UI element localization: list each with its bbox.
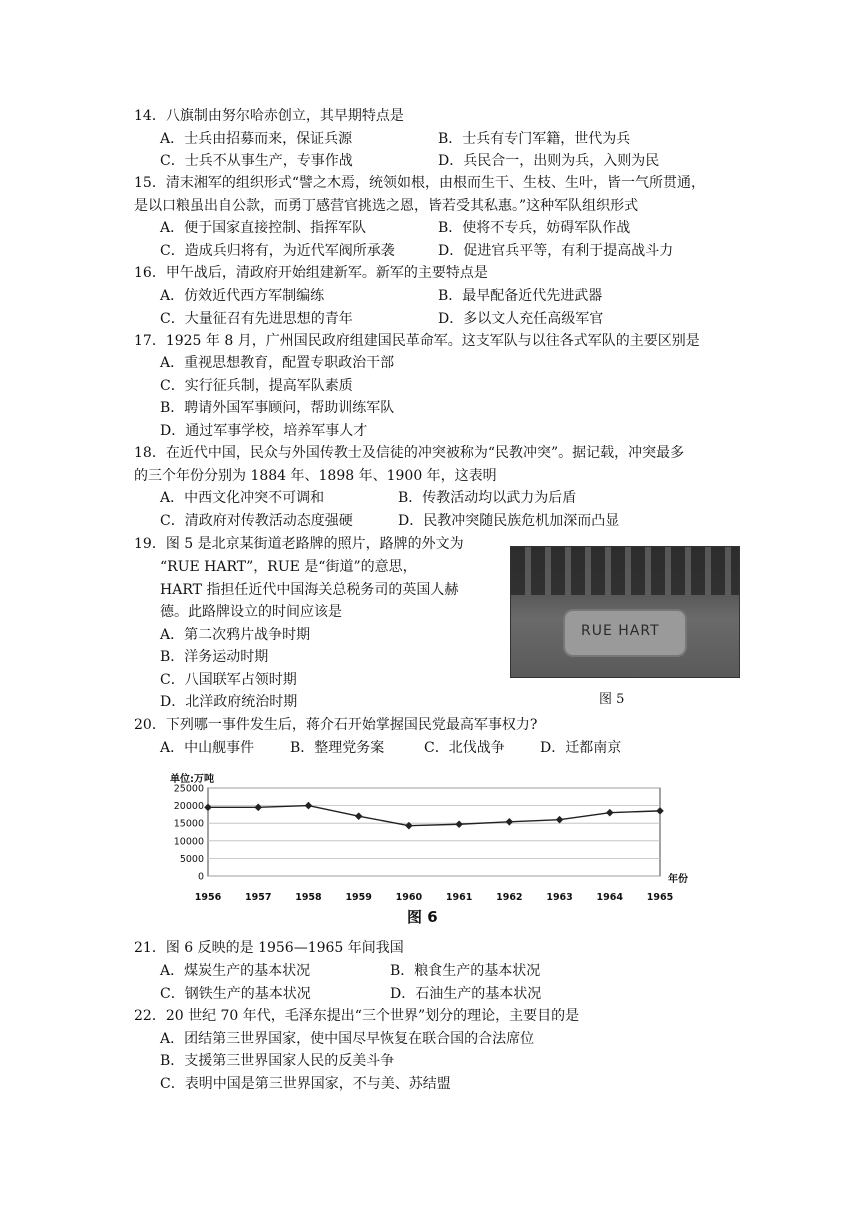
y-tick-label: 25000: [173, 783, 204, 795]
question-14-stem: 14．八旗制由努尔哈赤创立，其早期特点是: [134, 108, 404, 124]
y-tick-label: 15000: [173, 818, 204, 830]
data-point-marker: [656, 807, 664, 815]
q17-option-b: B．聘请外国军事顾问，帮助训练军队: [160, 400, 395, 416]
figure-6-line-chart: [150, 768, 690, 918]
q20-option-b: B．整理党务案: [290, 740, 385, 756]
y-tick-label: 5000: [179, 853, 204, 865]
q18-option-a: A．中西文化冲突不可调和: [160, 490, 325, 506]
x-tick-label: 1956: [194, 892, 222, 903]
question-18-stem-line1: 18．在近代中国，民众与外国传教士及信徒的冲突被称为“民教冲突”。据记载，冲突最多: [134, 445, 685, 461]
figure-5-caption: 图 5: [599, 692, 625, 707]
q21-option-d: D．石油生产的基本状况: [390, 986, 542, 1002]
q20-option-c: C．北伐战争: [424, 740, 505, 756]
street-sign-plate: [563, 609, 687, 657]
q16-option-b: B．最早配备近代先进武器: [438, 288, 603, 304]
data-point-marker: [254, 804, 262, 812]
x-tick-label: 1961: [445, 892, 473, 903]
y-tick-label: 20000: [173, 801, 204, 813]
data-point-marker: [606, 809, 614, 817]
y-tick-label: 10000: [173, 836, 204, 848]
roof-tiles: [511, 547, 739, 595]
q18-option-c: C．清政府对传教活动态度强硬: [160, 513, 353, 529]
question-22-stem: 22．20 世纪 70 年代，毛泽东提出“三个世界”划分的理论，主要目的是: [134, 1008, 580, 1024]
q19-option-c: C．八国联军占领时期: [160, 672, 297, 688]
q14-option-b: B．士兵有专门军籍，世代为兵: [438, 131, 631, 147]
q19-option-b: B．洋务运动时期: [160, 649, 269, 665]
q17-option-a: A．重视思想教育，配置专职政治干部: [160, 355, 395, 371]
question-18-stem-line2: 的三个年份分别为 1884 年、1898 年、1900 年，这表明: [134, 468, 497, 484]
q18-option-d: D．民教冲突随民族危机加深而凸显: [398, 513, 620, 529]
question-19-stem-line2: “RUE HART”，RUE 是“街道”的意思，: [160, 559, 417, 575]
q14-option-c: C．士兵不从事生产，专事作战: [160, 153, 353, 169]
series-line: [208, 806, 660, 826]
question-19-stem-line1: 19．图 5 是北京某街道老路牌的照片，路牌的外文为: [134, 536, 464, 552]
x-tick-label: 1959: [345, 892, 372, 903]
data-point-marker: [204, 804, 212, 812]
data-point-marker: [355, 812, 363, 820]
q16-option-d: D．多以文人充任高级军官: [438, 311, 604, 327]
y-axis-unit-label: 单位:万吨: [170, 774, 214, 785]
q14-option-d: D．兵民合一，出则为兵，入则为民: [438, 153, 660, 169]
q16-option-a: A．仿效近代西方军制编练: [160, 288, 325, 304]
y-tick-label: 0: [197, 871, 204, 883]
data-point-marker: [305, 802, 313, 810]
q20-option-a: A．中山舰事件: [160, 740, 255, 756]
q19-option-a: A．第二次鸦片战争时期: [160, 627, 311, 643]
q21-option-c: C．钢铁生产的基本状况: [160, 986, 311, 1002]
question-15-stem-line1: 15．清末湘军的组织形式“譬之木焉，统领如根，由根而生干、生枝、生叶，皆一气所贯通，: [134, 175, 705, 191]
street-sign-text: RUE HART: [581, 623, 660, 639]
q19-option-d: D．北洋政府统治时期: [160, 694, 298, 710]
chart-svg: [150, 768, 690, 918]
question-15-stem-line2: 是以口粮虽出自公款，而勇丁感营官挑选之恩，皆若受其私惠。”这种军队组织形式: [134, 198, 639, 214]
question-17-stem: 17．1925 年 8 月，广州国民政府组建国民革命军。这支军队与以往各式军队的主要区别是: [134, 333, 700, 349]
q17-option-d: D．通过军事学校，培养军事人才: [160, 423, 368, 439]
x-tick-label: 1958: [295, 892, 322, 903]
question-16-stem: 16．甲午战后，清政府开始组建新军。新军的主要特点是: [134, 265, 488, 281]
plot-frame: [208, 788, 660, 876]
q22-option-b: B．支援第三世界国家人民的反美斗争: [160, 1053, 395, 1069]
q17-option-c: C．实行征兵制，提高军队素质: [160, 378, 353, 394]
q15-option-a: A．便于国家直接控制、指挥军队: [160, 220, 367, 236]
q21-option-a: A．煤炭生产的基本状况: [160, 963, 311, 979]
question-20-stem: 20．下列哪一事件发生后，蒋介石开始掌握国民党最高军事权力?: [134, 717, 538, 733]
x-tick-label: 1964: [596, 892, 624, 903]
x-tick-label: 1957: [244, 892, 272, 903]
x-tick-label: 1960: [395, 892, 423, 903]
q14-option-a: A．士兵由招募而来，保证兵源: [160, 131, 353, 147]
question-19-stem-line4: 德。此路牌设立的时间应该是: [160, 604, 342, 620]
x-tick-label: 1962: [496, 892, 523, 903]
x-tick-label: 1965: [646, 892, 674, 903]
q15-option-d: D．促进官兵平等，有利于提高战斗力: [438, 243, 674, 259]
data-point-marker: [556, 816, 564, 824]
q15-option-c: C．造成兵归将有，为近代军阀所承袭: [160, 243, 395, 259]
q22-option-c: C．表明中国是第三世界国家，不与美、苏结盟: [160, 1076, 451, 1092]
question-21-stem: 21．图 6 反映的是 1956—1965 年间我国: [134, 940, 404, 956]
data-point-marker: [506, 818, 514, 826]
q18-option-b: B．传教活动均以武力为后盾: [398, 490, 577, 506]
question-19-stem-line3: HART 指担任近代中国海关总税务司的英国人赫: [160, 582, 459, 598]
street-sign-photo: [510, 546, 740, 678]
q20-option-d: D．迁都南京: [540, 740, 622, 756]
q21-option-b: B．粮食生产的基本状况: [390, 963, 541, 979]
q22-option-a: A．团结第三世界国家，使中国尽早恢复在联合国的合法席位: [160, 1031, 535, 1047]
q15-option-b: B．使将不专兵，妨碍军队作战: [438, 220, 631, 236]
x-tick-label: 1963: [546, 892, 573, 903]
figure-6-caption: 图 6: [407, 908, 438, 926]
data-point-marker: [455, 820, 463, 828]
x-axis-label: 年份: [668, 874, 688, 885]
q16-option-c: C．大量征召有先进思想的青年: [160, 311, 353, 327]
